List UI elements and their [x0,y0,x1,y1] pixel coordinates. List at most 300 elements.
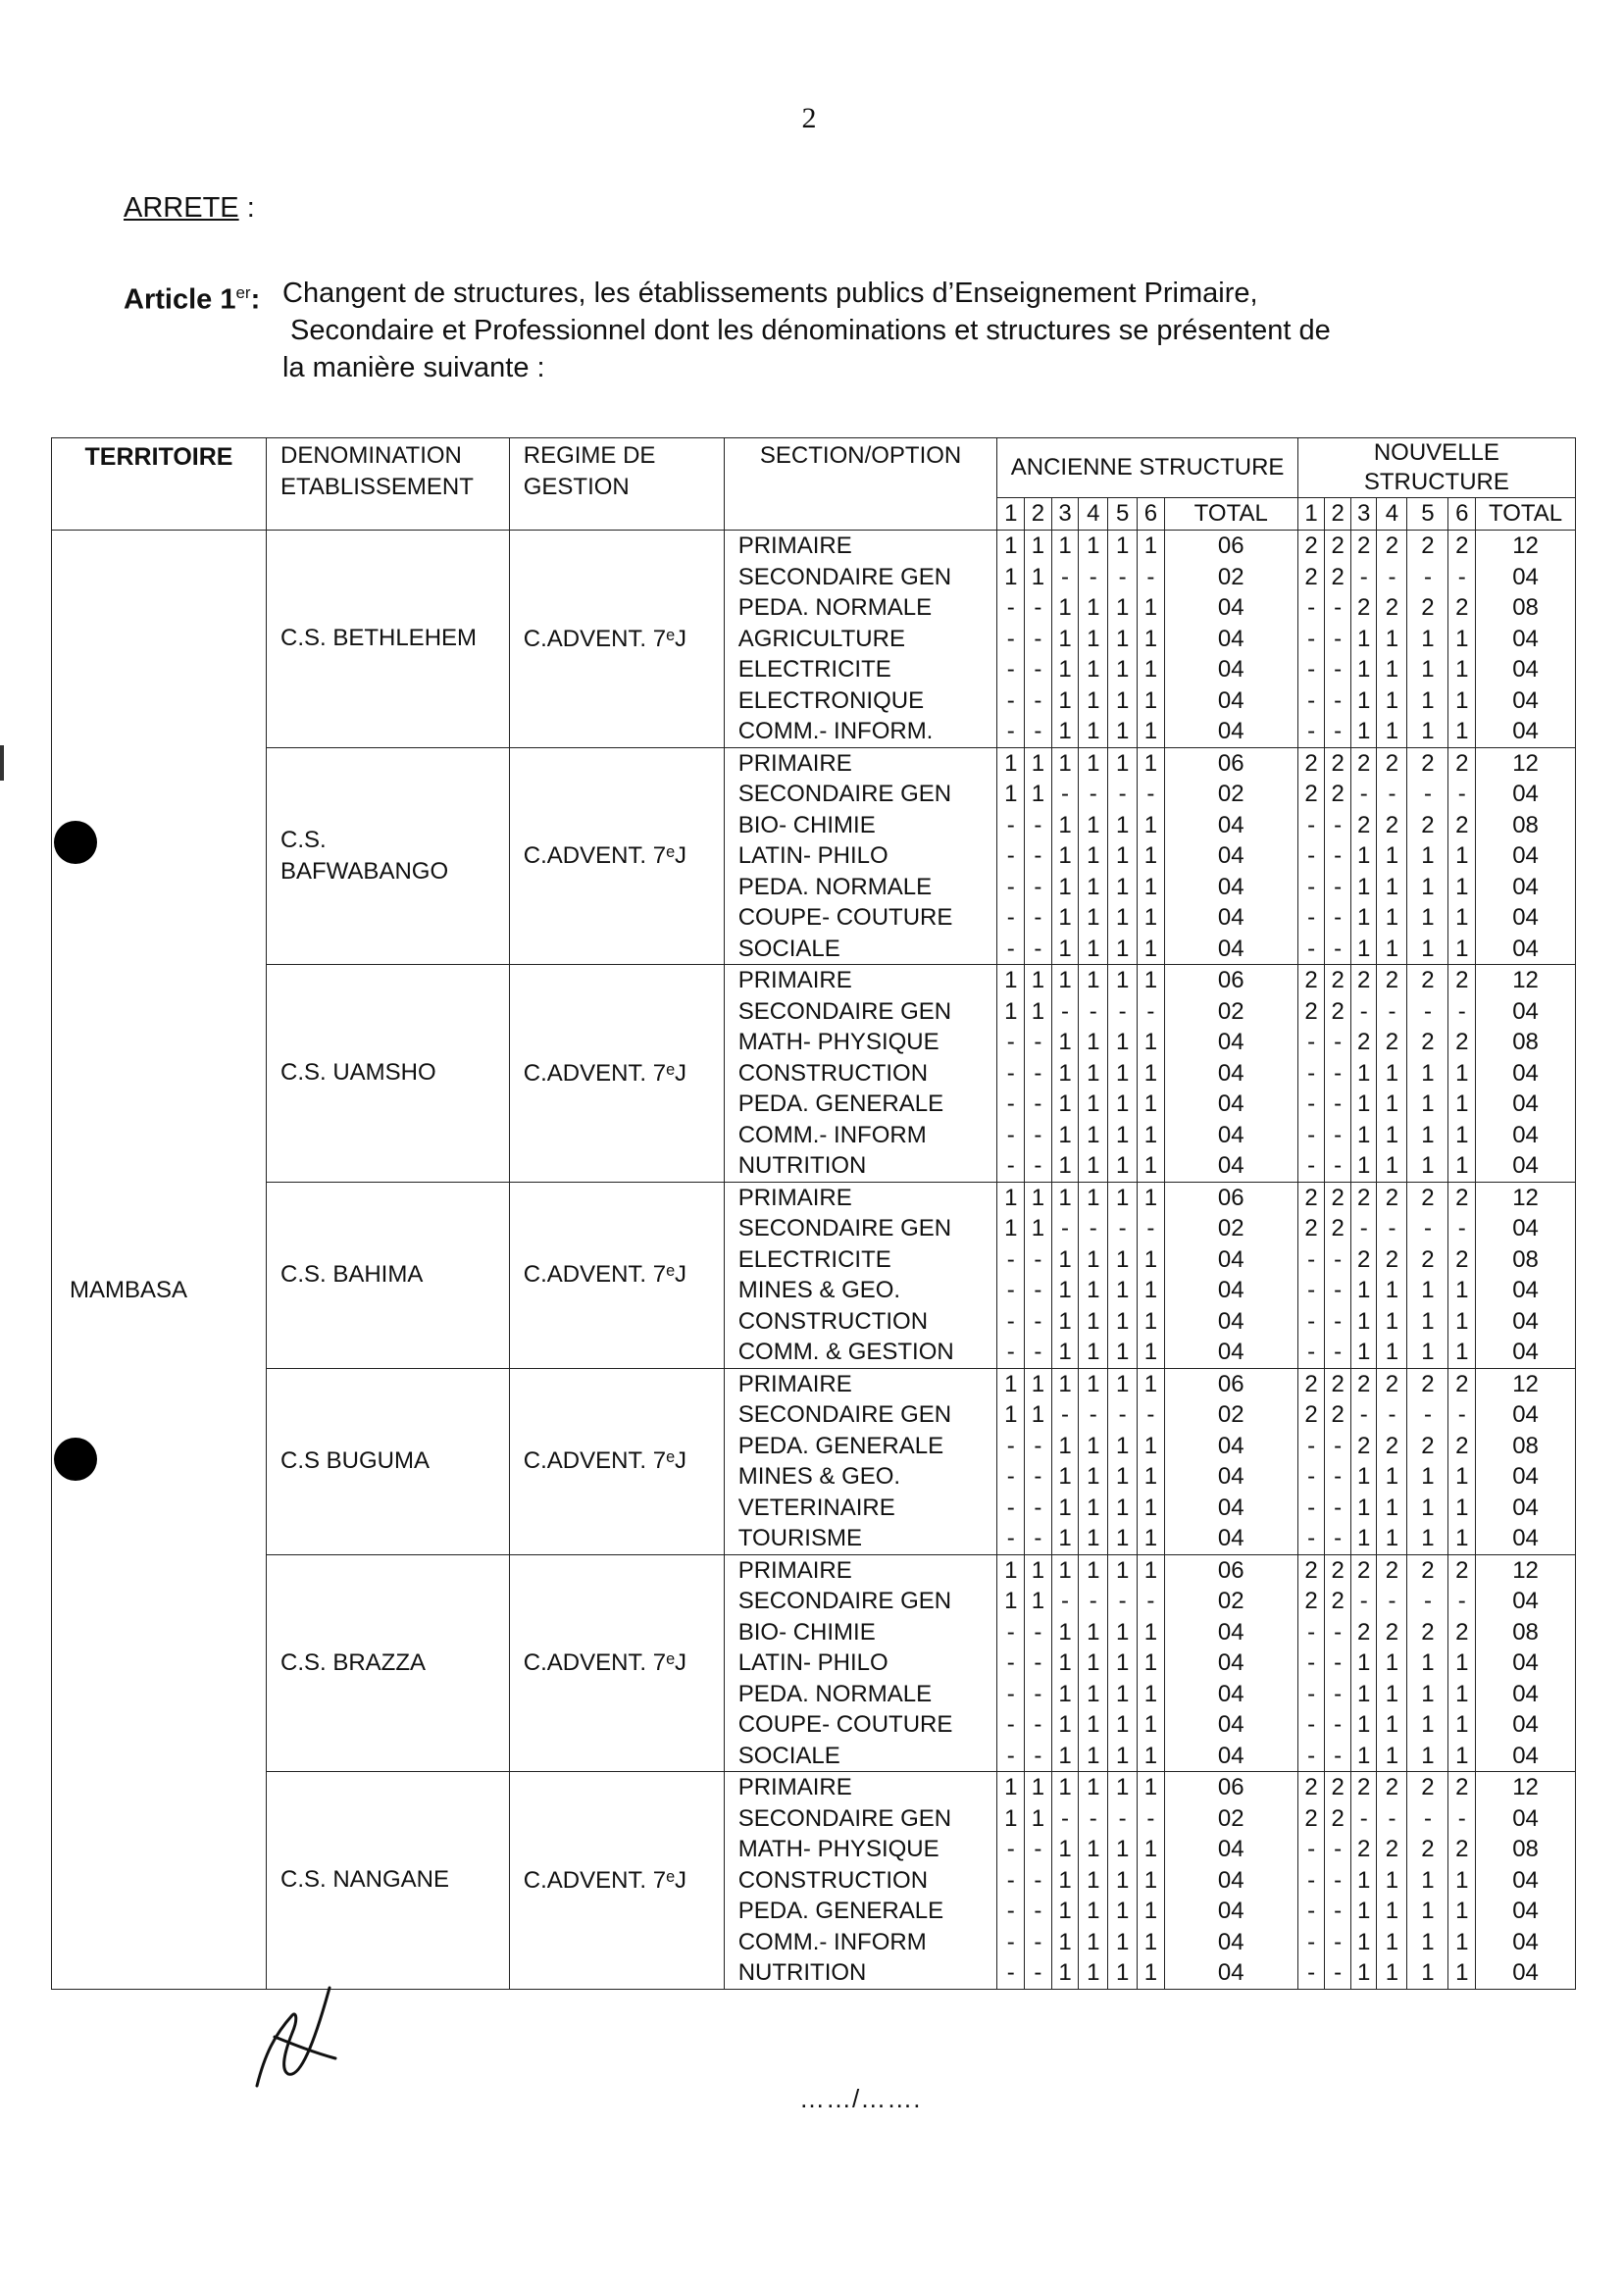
header-regime-line-1: REGIME DE [523,442,656,469]
nouvelle-year-cell: 2 [1350,747,1377,779]
section-option: SECONDAIRE GEN [724,1213,997,1244]
ancienne-year-cell: - [1025,592,1052,624]
ancienne-year-cell: 1 [1079,1927,1108,1958]
article-line-2: Secondaire et Professionnel dont les dénominations et structures se présentent de [290,315,1331,346]
nouvelle-year-cell: 1 [1377,1337,1407,1368]
nouvelle-year-cell: 1 [1448,1058,1476,1089]
school-name-line: C.S. [279,826,327,853]
nouvelle-total-cell: 04 [1476,1120,1576,1151]
ancienne-total-cell: 04 [1164,1834,1297,1865]
ancienne-year-cell: 1 [1079,1896,1108,1927]
section-option: CONSTRUCTION [724,1306,997,1338]
ancienne-col-header: 2 [1025,498,1052,531]
nouvelle-year-cell: - [1325,902,1351,934]
nouvelle-year-cell: 2 [1350,1182,1377,1213]
section-option: SOCIALE [724,1741,997,1772]
ancienne-year-cell: - [1108,1213,1138,1244]
school-name: C.S. BETHLEHEM [266,531,509,748]
nouvelle-year-cell: - [1297,1617,1325,1648]
nouvelle-year-cell: 1 [1377,1679,1407,1710]
ancienne-year-cell: 1 [1108,902,1138,934]
ancienne-year-cell: 1 [1051,654,1079,685]
ancienne-year-cell: - [1108,1586,1138,1617]
nouvelle-year-cell: 2 [1448,1617,1476,1648]
ancienne-year-cell: 1 [1079,1709,1108,1741]
ancienne-total-cell: 04 [1164,1957,1297,1989]
nouvelle-year-cell: - [1297,592,1325,624]
nouvelle-total-cell: 04 [1476,654,1576,685]
ancienne-total-cell: 02 [1164,779,1297,810]
ancienne-year-cell: - [1025,1523,1052,1554]
school-name: C.S. UAMSHO [266,965,509,1183]
ancienne-year-cell: 1 [1051,624,1079,655]
nouvelle-year-cell: 1 [1448,934,1476,965]
ancienne-year-cell: 1 [1079,1493,1108,1524]
nouvelle-year-cell: 1 [1407,1647,1448,1679]
ancienne-year-cell: - [997,592,1025,624]
section-option: COMM.- INFORM [724,1120,997,1151]
ancienne-total-cell: 02 [1164,1803,1297,1835]
table-row [52,1368,1576,1399]
ancienne-year-cell: 1 [1051,1896,1079,1927]
ancienne-total-cell: 04 [1164,1709,1297,1741]
ancienne-year-cell: - [1025,902,1052,934]
ancienne-year-cell: 1 [1108,1337,1138,1368]
ancienne-year-cell: 1 [997,779,1025,810]
nouvelle-year-cell: - [1325,934,1351,965]
ancienne-year-cell: 1 [1108,716,1138,747]
nouvelle-year-cell: - [1297,1493,1325,1524]
section-option: ELECTRICITE [724,654,997,685]
nouvelle-year-cell: 2 [1407,1368,1448,1399]
nouvelle-year-cell: 2 [1350,1834,1377,1865]
ancienne-year-cell: 1 [1025,965,1052,996]
ancienne-total-cell: 04 [1164,1089,1297,1120]
nouvelle-year-cell: 1 [1377,1957,1407,1989]
ancienne-year-cell: - [1051,779,1079,810]
ancienne-year-cell: 1 [1138,654,1165,685]
section-option: PEDA. NORMALE [724,1679,997,1710]
nouvelle-year-cell: 1 [1407,1927,1448,1958]
ancienne-year-cell: 1 [1108,965,1138,996]
nouvelle-year-cell: 2 [1350,1431,1377,1462]
ancienne-year-cell: - [1025,1244,1052,1276]
nouvelle-year-cell: - [1325,716,1351,747]
ancienne-total-cell: 04 [1164,1647,1297,1679]
ancienne-year-cell: - [1138,562,1165,593]
nouvelle-year-cell: 1 [1448,685,1476,717]
ancienne-year-cell: - [1025,1120,1052,1151]
ancienne-total-cell: 04 [1164,1927,1297,1958]
nouvelle-year-cell: - [1297,1896,1325,1927]
ancienne-year-cell: - [997,902,1025,934]
ancienne-year-cell: 1 [1108,1027,1138,1058]
ancienne-year-cell: 1 [1138,685,1165,717]
ancienne-year-cell: 1 [1108,1927,1138,1958]
nouvelle-year-cell: - [1325,1617,1351,1648]
nouvelle-year-cell: - [1377,996,1407,1028]
article-line-3: la manière suivante : [282,352,545,383]
ancienne-year-cell: 1 [1108,1741,1138,1772]
ancienne-year-cell: 1 [1079,1058,1108,1089]
nouvelle-year-cell: - [1297,1431,1325,1462]
section-option: SECONDAIRE GEN [724,996,997,1028]
scan-edge-mark [0,745,4,781]
nouvelle-year-cell: 1 [1377,1493,1407,1524]
section-option: ELECTRONIQUE [724,685,997,717]
nouvelle-year-cell: - [1325,624,1351,655]
school-name: C.S. BRAZZA [266,1554,509,1772]
ancienne-year-cell: 1 [1108,872,1138,903]
ancienne-year-cell: - [1025,1027,1052,1058]
ancienne-year-cell: 1 [1079,1150,1108,1182]
ancienne-year-cell: 1 [1051,840,1079,872]
ancienne-year-cell: 1 [1138,1058,1165,1089]
section-option: PRIMAIRE [724,531,997,562]
ancienne-year-cell: 1 [1108,1554,1138,1586]
nouvelle-year-cell: 2 [1325,996,1351,1028]
ancienne-total-cell: 02 [1164,996,1297,1028]
school-name: C.S. BAHIMA [266,1182,509,1368]
ancienne-year-cell: 1 [1025,1772,1052,1803]
punch-hole-icon [54,1438,97,1481]
structure-table [51,437,1576,1990]
nouvelle-year-cell: 1 [1377,1089,1407,1120]
nouvelle-year-cell: 2 [1448,1244,1476,1276]
nouvelle-year-cell: - [1297,1244,1325,1276]
article-text [282,275,1479,386]
ancienne-year-cell: - [1051,1586,1079,1617]
nouvelle-year-cell: 1 [1350,1647,1377,1679]
ancienne-year-cell: - [1108,1399,1138,1431]
nouvelle-year-cell: 1 [1407,1896,1448,1927]
ancienne-col-header: 4 [1079,498,1108,531]
ancienne-year-cell: 1 [1025,1399,1052,1431]
ancienne-year-cell: 1 [997,1772,1025,1803]
nouvelle-year-cell: 1 [1377,1150,1407,1182]
ancienne-year-cell: 1 [1138,810,1165,841]
ancienne-year-cell: - [1025,1741,1052,1772]
nouvelle-year-cell: 2 [1297,562,1325,593]
section-option: PRIMAIRE [724,1368,997,1399]
nouvelle-year-cell: 1 [1377,1709,1407,1741]
ancienne-year-cell: 1 [1051,1617,1079,1648]
ancienne-year-cell: - [1051,1803,1079,1835]
ancienne-year-cell: - [1025,1617,1052,1648]
ancienne-year-cell: - [1051,996,1079,1028]
nouvelle-year-cell: - [1325,1957,1351,1989]
nouvelle-year-cell: 2 [1377,1027,1407,1058]
section-option: LATIN- PHILO [724,1647,997,1679]
section-option: VETERINAIRE [724,1493,997,1524]
table-row [52,965,1576,996]
ancienne-year-cell: 1 [1025,779,1052,810]
ancienne-year-cell: 1 [1051,965,1079,996]
ancienne-year-cell: 1 [1108,1244,1138,1276]
nouvelle-year-cell: - [1297,685,1325,717]
ancienne-year-cell: - [997,1523,1025,1554]
continuation-marker: ……/……. [799,2084,922,2113]
ancienne-year-cell: 1 [1051,747,1079,779]
nouvelle-year-cell: 1 [1377,1120,1407,1151]
nouvelle-year-cell: 1 [1350,872,1377,903]
nouvelle-total-cell: 04 [1476,1957,1576,1989]
nouvelle-year-cell: 1 [1377,1896,1407,1927]
ancienne-year-cell: 1 [1025,747,1052,779]
nouvelle-year-cell: 2 [1325,531,1351,562]
ancienne-year-cell: 1 [1025,996,1052,1028]
ancienne-year-cell: 1 [1051,1647,1079,1679]
ancienne-year-cell: - [1079,562,1108,593]
ancienne-total-cell: 04 [1164,1120,1297,1151]
nouvelle-year-cell: - [1325,1089,1351,1120]
ancienne-total-cell: 04 [1164,1337,1297,1368]
ancienne-year-cell: 1 [1138,531,1165,562]
article-label-sup: er [235,283,251,302]
nouvelle-year-cell: - [1325,1244,1351,1276]
nouvelle-year-cell: - [1325,1927,1351,1958]
nouvelle-year-cell: 1 [1407,1306,1448,1338]
nouvelle-year-cell: - [1325,872,1351,903]
nouvelle-year-cell: 1 [1350,1865,1377,1897]
arrete-suffix: : [238,192,255,224]
nouvelle-year-cell: 2 [1407,1834,1448,1865]
nouvelle-year-cell: 1 [1377,1865,1407,1897]
nouvelle-total-cell: 04 [1476,1493,1576,1524]
section-option: NUTRITION [724,1957,997,1989]
nouvelle-year-cell: 1 [1350,1275,1377,1306]
nouvelle-year-cell: 1 [1377,1647,1407,1679]
nouvelle-total-cell: 04 [1476,562,1576,593]
nouvelle-year-cell: 1 [1377,840,1407,872]
ancienne-year-cell: 1 [997,965,1025,996]
nouvelle-total-cell: 04 [1476,1337,1576,1368]
ancienne-year-cell: 1 [1051,1772,1079,1803]
nouvelle-year-cell: 1 [1350,1957,1377,1989]
ancienne-year-cell: 1 [1108,685,1138,717]
nouvelle-year-cell: 1 [1350,1709,1377,1741]
ancienne-year-cell: 1 [1138,1834,1165,1865]
ancienne-total-cell: 04 [1164,1741,1297,1772]
section-option: COUPE- COUTURE [724,1709,997,1741]
ancienne-year-cell: - [1025,1058,1052,1089]
ancienne-year-cell: - [997,1493,1025,1524]
ancienne-year-cell: - [1025,685,1052,717]
ancienne-year-cell: 1 [1079,531,1108,562]
ancienne-total-cell: 04 [1164,1896,1297,1927]
ancienne-year-cell: 1 [1079,592,1108,624]
nouvelle-year-cell: - [1297,1679,1325,1710]
ancienne-year-cell: - [1108,779,1138,810]
nouvelle-total-cell: 08 [1476,592,1576,624]
ancienne-year-cell: 1 [1079,1865,1108,1897]
nouvelle-year-cell: - [1297,1150,1325,1182]
ancienne-year-cell: 1 [1051,1523,1079,1554]
ancienne-year-cell: 1 [1051,1306,1079,1338]
ancienne-year-cell: - [1079,1803,1108,1835]
ancienne-year-cell: 1 [1025,1213,1052,1244]
nouvelle-year-cell: - [1448,1803,1476,1835]
nouvelle-col-header: 1 [1297,498,1325,531]
ancienne-year-cell: 1 [1079,1368,1108,1399]
nouvelle-year-cell: 1 [1448,1461,1476,1493]
article-line-1: Changent de structures, les établissements publics d’Enseignement Primaire, [282,278,1258,309]
ancienne-year-cell: 1 [1051,1027,1079,1058]
nouvelle-year-cell: 2 [1448,1834,1476,1865]
ancienne-year-cell: - [997,1150,1025,1182]
ancienne-col-header: 5 [1108,498,1138,531]
school-name-line: BAFWABANGO [279,857,449,885]
nouvelle-total-cell: 04 [1476,1461,1576,1493]
nouvelle-year-cell: - [1297,1461,1325,1493]
nouvelle-total-cell: 04 [1476,872,1576,903]
ancienne-year-cell: 1 [1108,810,1138,841]
section-option: TOURISME [724,1523,997,1554]
ancienne-year-cell: - [1025,810,1052,841]
nouvelle-year-cell: 2 [1297,1772,1325,1803]
header-denomination-line-1: DENOMINATION [279,442,462,469]
nouvelle-total-cell: 04 [1476,1523,1576,1554]
nouvelle-year-cell: 1 [1377,685,1407,717]
ancienne-total-cell: 02 [1164,1213,1297,1244]
ancienne-year-cell: 1 [1079,1957,1108,1989]
ancienne-year-cell: - [1025,624,1052,655]
ancienne-year-cell: - [1079,996,1108,1028]
nouvelle-year-cell: 2 [1325,1399,1351,1431]
ancienne-year-cell: 1 [997,1803,1025,1835]
nouvelle-year-cell: - [1297,902,1325,934]
ancienne-year-cell: 1 [1025,562,1052,593]
nouvelle-year-cell: 1 [1448,902,1476,934]
nouvelle-year-cell: 1 [1350,1150,1377,1182]
ancienne-total-cell: 04 [1164,1865,1297,1897]
nouvelle-year-cell: - [1297,1709,1325,1741]
section-option: PRIMAIRE [724,1182,997,1213]
nouvelle-year-cell: 1 [1377,902,1407,934]
section-option: PRIMAIRE [724,1554,997,1586]
nouvelle-year-cell: 2 [1325,562,1351,593]
ancienne-year-cell: - [997,1865,1025,1897]
ancienne-year-cell: 1 [1108,1431,1138,1462]
punch-hole-icon [54,821,97,864]
nouvelle-year-cell: 2 [1325,1182,1351,1213]
ancienne-year-cell: - [1138,779,1165,810]
nouvelle-year-cell: 1 [1407,1275,1448,1306]
school-regime: C.ADVENT. 7ᵉJ [509,747,724,965]
ancienne-col-header: 1 [997,498,1025,531]
nouvelle-total-cell: 12 [1476,1368,1576,1399]
nouvelle-year-cell: 1 [1350,1306,1377,1338]
ancienne-year-cell: - [1025,1927,1052,1958]
ancienne-year-cell: 1 [1051,1927,1079,1958]
nouvelle-year-cell: 2 [1377,810,1407,841]
school-regime: C.ADVENT. 7ᵉJ [509,1182,724,1368]
ancienne-year-cell: 1 [1079,1523,1108,1554]
section-option: COMM.- INFORM [724,1927,997,1958]
nouvelle-year-cell: 2 [1350,965,1377,996]
nouvelle-year-cell: - [1377,1213,1407,1244]
ancienne-year-cell: 1 [1138,1865,1165,1897]
ancienne-year-cell: - [1108,562,1138,593]
nouvelle-year-cell: - [1297,934,1325,965]
ancienne-year-cell: 1 [1051,1431,1079,1462]
nouvelle-year-cell: 1 [1407,1957,1448,1989]
nouvelle-year-cell: - [1325,1275,1351,1306]
nouvelle-year-cell: - [1407,996,1448,1028]
nouvelle-total-cell: 04 [1476,1803,1576,1835]
nouvelle-year-cell: - [1297,1647,1325,1679]
ancienne-year-cell: 1 [1025,1803,1052,1835]
section-option: PEDA. NORMALE [724,872,997,903]
nouvelle-year-cell: 1 [1407,716,1448,747]
nouvelle-year-cell: 2 [1297,1182,1325,1213]
ancienne-year-cell: 1 [1079,1120,1108,1151]
nouvelle-year-cell: 1 [1377,872,1407,903]
ancienne-year-cell: 1 [1108,1865,1138,1897]
nouvelle-total-cell: 04 [1476,902,1576,934]
arrete-word: ARRETE [124,192,239,224]
ancienne-year-cell: 1 [1138,1523,1165,1554]
ancienne-year-cell: - [997,934,1025,965]
ancienne-total-cell: 06 [1164,1772,1297,1803]
nouvelle-year-cell: 1 [1448,624,1476,655]
nouvelle-year-cell: - [1325,1120,1351,1151]
ancienne-total-cell: 04 [1164,1493,1297,1524]
nouvelle-year-cell: 2 [1297,1399,1325,1431]
ancienne-year-cell: - [1051,1399,1079,1431]
nouvelle-year-cell: 1 [1407,1461,1448,1493]
nouvelle-year-cell: 2 [1350,531,1377,562]
ancienne-year-cell: - [997,1275,1025,1306]
ancienne-year-cell: 1 [1079,1089,1108,1120]
school-regime: C.ADVENT. 7ᵉJ [509,1368,724,1554]
ancienne-year-cell: 1 [1108,934,1138,965]
nouvelle-total-cell: 04 [1476,1679,1576,1710]
ancienne-year-cell: - [997,716,1025,747]
ancienne-total-cell: 06 [1164,1368,1297,1399]
ancienne-year-cell: 1 [1051,1461,1079,1493]
nouvelle-year-cell: 2 [1377,1431,1407,1462]
header-nouvelle-structure: NOUVELLE STRUCTURE [1297,438,1575,498]
nouvelle-total-cell: 04 [1476,996,1576,1028]
header-denomination [266,438,509,531]
ancienne-total-cell: 02 [1164,562,1297,593]
ancienne-year-cell: 1 [1138,840,1165,872]
ancienne-year-cell: 1 [1051,1741,1079,1772]
ancienne-year-cell: - [997,1741,1025,1772]
section-option: SECONDAIRE GEN [724,1586,997,1617]
header-ancienne-structure: ANCIENNE STRUCTURE [997,438,1297,498]
ancienne-year-cell: - [1079,779,1108,810]
section-option: MINES & GEO. [724,1275,997,1306]
table-row [52,1182,1576,1213]
nouvelle-year-cell: 1 [1448,1957,1476,1989]
ancienne-year-cell: - [1138,1586,1165,1617]
nouvelle-year-cell: 2 [1407,1772,1448,1803]
nouvelle-total-cell: 08 [1476,1617,1576,1648]
ancienne-year-cell: 1 [1051,1120,1079,1151]
ancienne-year-cell: 1 [1051,685,1079,717]
nouvelle-year-cell: 1 [1448,1709,1476,1741]
nouvelle-total-cell: 04 [1476,624,1576,655]
nouvelle-year-cell: - [1325,1709,1351,1741]
ancienne-year-cell: - [1025,1306,1052,1338]
nouvelle-year-cell: - [1325,1741,1351,1772]
nouvelle-year-cell: 1 [1377,1058,1407,1089]
ancienne-year-cell: 1 [1079,1027,1108,1058]
nouvelle-total-cell: 04 [1476,1213,1576,1244]
section-option: MATH- PHYSIQUE [724,1834,997,1865]
